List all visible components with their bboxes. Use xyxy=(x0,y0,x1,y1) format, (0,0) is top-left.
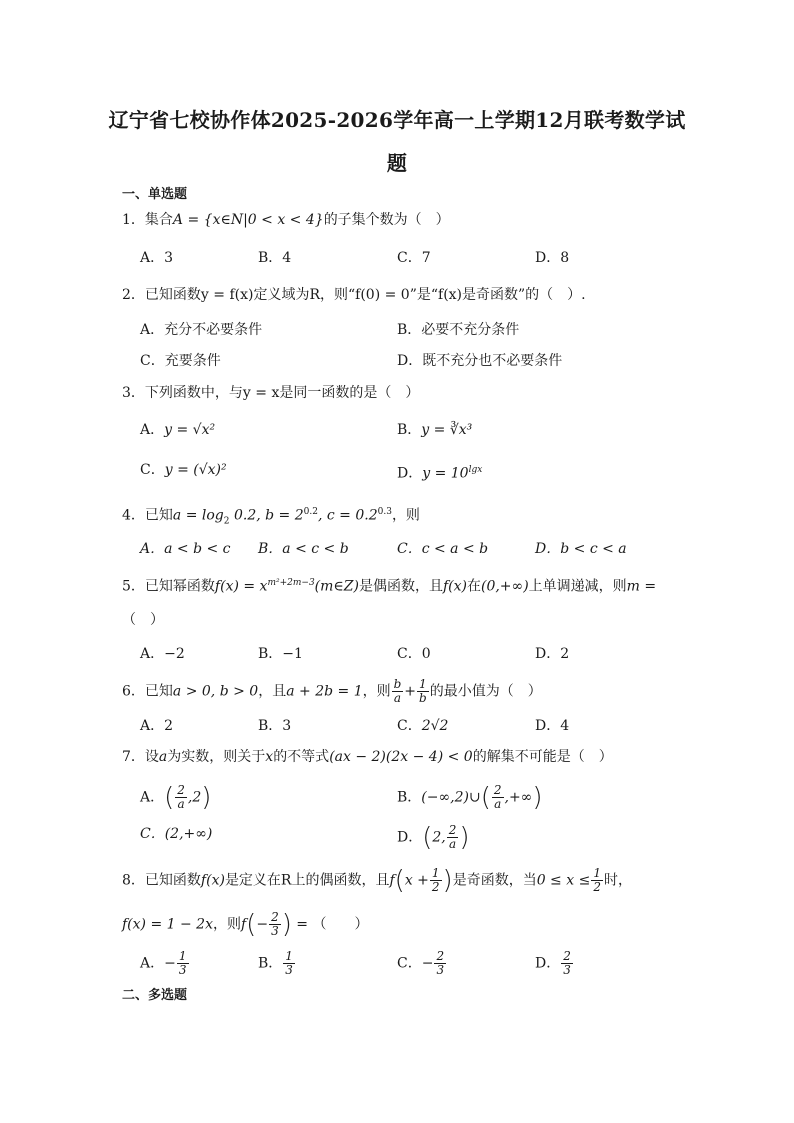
q7-option-b[interactable]: B．(−∞,2)∪( $\frac{2}{a}$ ,+∞) xyxy=(397,782,543,813)
q2-option-d[interactable]: D．既不充分也不必要条件 xyxy=(397,353,563,369)
section-single-choice: 一、单选题 xyxy=(122,187,188,202)
q8-option-a[interactable]: A．− $\frac{1}{3}$ xyxy=(140,949,187,977)
q8-option-b[interactable]: B． $\frac{1}{3}$ xyxy=(258,949,293,977)
fraction-b-over-a: $\frac{b}{a}$ xyxy=(393,677,402,705)
question-1-stem: 1．集合A = {x∈N|0 < x < 4}的子集个数为（ ） xyxy=(122,212,450,228)
q6-option-a[interactable]: A．2 xyxy=(140,718,174,734)
q3-option-c[interactable]: C．y = (√x)² xyxy=(140,462,227,478)
q2-option-a[interactable]: A．充分不必要条件 xyxy=(140,322,263,338)
question-6-stem: 6．已知a > 0, b > 0，且a + 2b = 1，则 $\frac{b}{a}$ + $\frac{1}{b}$ 的最小值为（ ） xyxy=(122,677,542,705)
q4-option-a[interactable]: A．a < b < c xyxy=(140,541,231,557)
q1-option-a[interactable]: A．3 xyxy=(140,250,174,266)
exam-title-line1: 辽宁省七校协作体2025-2026学年高一上学期12月联考数学试 xyxy=(108,108,686,132)
q4-option-b[interactable]: B．a < c < b xyxy=(258,541,349,557)
q6-option-c[interactable]: C．2√2 xyxy=(397,718,449,734)
question-8-stem: 8．已知函数f(x)是定义在R上的偶函数，且f(x + $\frac{1}{2}$ )是奇函数，当0 ≤ x ≤ $\frac{1}{2}$ 时， xyxy=(122,865,632,896)
question-2-stem: 2．已知函数y = f(x)定义域为R，则“f(0) = 0”是“f(x)是奇函数”的（ ）. xyxy=(122,287,586,303)
exam-title-line2: 题 xyxy=(386,151,408,175)
q3-option-b[interactable]: B．y = ∛x³ xyxy=(397,422,473,438)
q1-option-c[interactable]: C．7 xyxy=(397,250,431,266)
q7-option-c[interactable]: C．(2,+∞) xyxy=(140,826,213,842)
q8-option-c[interactable]: C．− $\frac{2}{3}$ xyxy=(397,949,445,977)
q4-option-d[interactable]: D．b < c < a xyxy=(535,541,627,557)
q1-option-b[interactable]: B．4 xyxy=(258,250,292,266)
q2-option-c[interactable]: C．充要条件 xyxy=(140,353,221,369)
q5-option-a[interactable]: A．−2 xyxy=(140,646,185,662)
q2-option-b[interactable]: B．必要不充分条件 xyxy=(397,322,520,338)
fraction-1-over-b: $\frac{1}{b}$ xyxy=(419,677,427,705)
q7-option-d[interactable]: D．(2, $\frac{2}{a}$ ) xyxy=(397,822,470,853)
q1-option-d[interactable]: D．8 xyxy=(535,250,570,266)
q4-option-c[interactable]: C．c < a < b xyxy=(397,541,489,557)
q6-option-d[interactable]: D．4 xyxy=(535,718,570,734)
question-4-stem: 4．已知$a = \log_2 0.2$, $b = 2^{0.2}$, $c = 0.2^{0.3}$，则 xyxy=(122,507,420,527)
q6-option-b[interactable]: B．3 xyxy=(258,718,292,734)
question-8-stem-line2: f(x) = 1 − 2x，则f(− $\frac{2}{3}$ ) = （ ） xyxy=(122,909,369,940)
q5-option-b[interactable]: B．−1 xyxy=(258,646,303,662)
q5-option-d[interactable]: D．2 xyxy=(535,646,570,662)
q7-option-a[interactable]: A．( $\frac{2}{a}$ ,2) xyxy=(140,782,212,813)
section-multiple-choice: 二、多选题 xyxy=(122,988,188,1003)
question-3-stem: 3．下列函数中，与y = x是同一函数的是（ ） xyxy=(122,385,420,401)
q3-option-d[interactable]: D．$y = 10^{lgx}$ xyxy=(397,465,483,482)
set-expression: A = {x∈N|0 < x < 4} xyxy=(172,212,324,228)
q3-option-a[interactable]: A．y = √x² xyxy=(140,422,216,438)
question-5-stem: 5．已知幂函数$f(x) = x^{m^2+2m-3}(m\in Z)$是偶函数，且f(x)在(0,+∞)上单调递减，则m = xyxy=(122,578,657,595)
q8-option-d[interactable]: D． $\frac{2}{3}$ xyxy=(535,949,571,977)
q5-option-c[interactable]: C．0 xyxy=(397,646,431,662)
question-7-stem: 7．设a为实数，则关于x的不等式(ax − 2)(2x − 4) < 0的解集不可能是（ ） xyxy=(122,749,613,765)
question-5-paren: （ ） xyxy=(122,612,164,628)
